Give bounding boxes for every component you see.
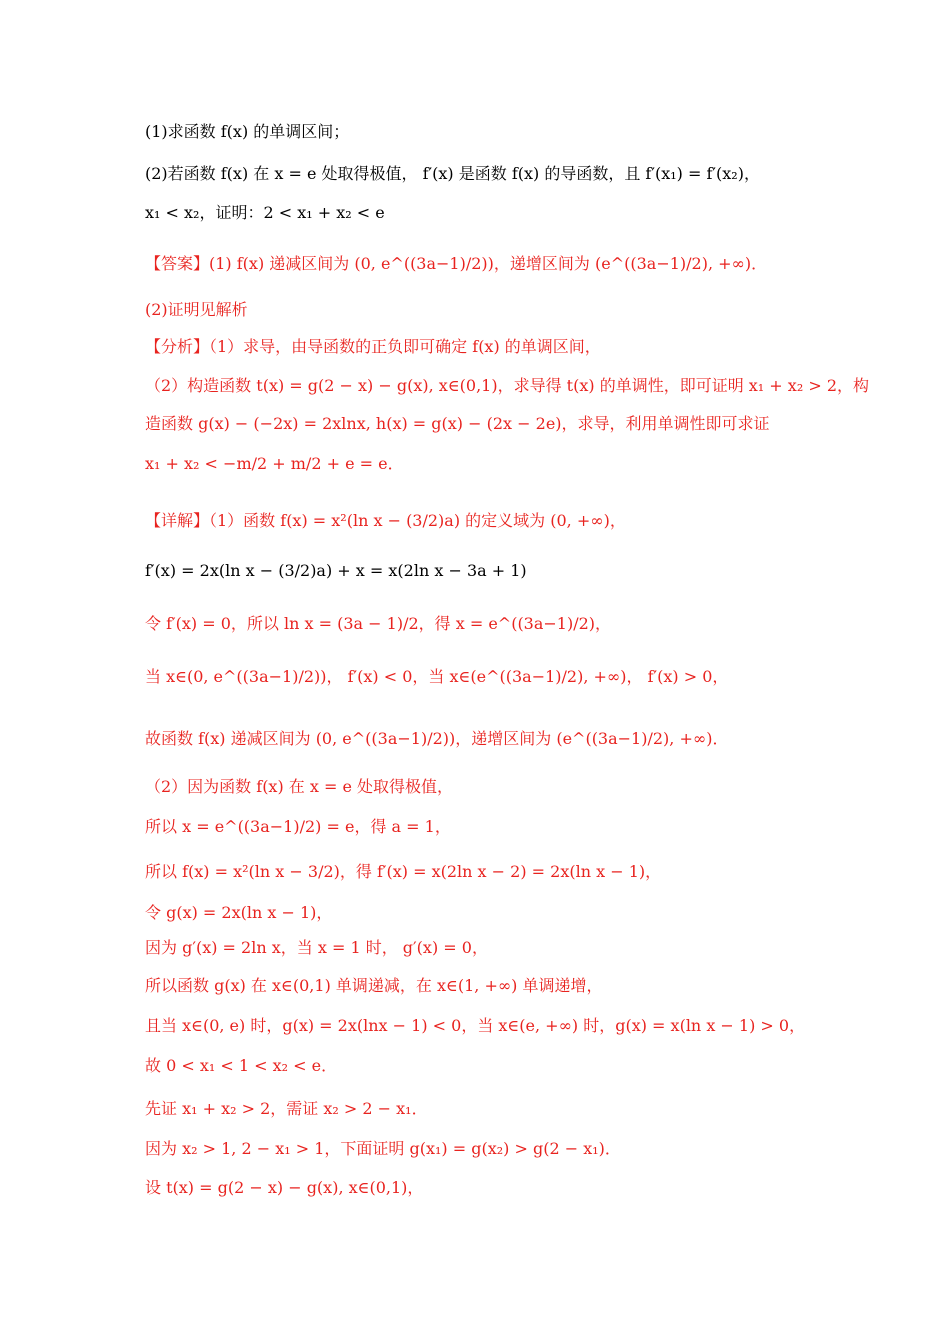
detail-line-11: 所以函数 g(x) 在 x∈(0,1) 单调递减，在 x∈(1, +∞) 单调递增， — [145, 976, 603, 995]
answer-part-1: 【答案】(1) f(x) 递减区间为 (0, e^((3a−1)/2))，递增区间为 (e^((3a−1)/2), +∞)． — [145, 254, 768, 273]
detail-line-8: 所以 f(x) = x²(ln x − 3/2)，得 f′(x) = x(2ln x − 2) = 2x(ln x − 1)， — [145, 862, 662, 881]
analysis-line-3: 造函数 g(x) − (−2x) = 2xlnx, h(x) = g(x) − (2x − 2e)，求导，利用单调性即可求证 — [145, 414, 770, 433]
analysis-line-4: x₁ + x₂ < −m/2 + m/2 + e = e． — [145, 454, 404, 473]
detail-line-16: 设 t(x) = g(2 − x) − g(x), x∈(0,1)， — [145, 1178, 424, 1197]
detail-line-7: 所以 x = e^((3a−1)/2) = e，得 a = 1， — [145, 817, 451, 836]
detail-line-15: 因为 x₂ > 1, 2 − x₁ > 1，下面证明 g(x₁) = g(x₂) > g(2 − x₁)． — [145, 1139, 621, 1158]
detail-line-14: 先证 x₁ + x₂ > 2，需证 x₂ > 2 − x₁． — [145, 1099, 428, 1118]
question-part-1: (1)求函数 f(x) 的单调区间； — [145, 122, 350, 141]
detail-line-13: 故 0 < x₁ < 1 < x₂ < e． — [145, 1056, 338, 1075]
question-part-2-continued: x₁ < x₂，证明：2 < x₁ + x₂ < e — [145, 203, 385, 222]
detail-line-5: 故函数 f(x) 递减区间为 (0, e^((3a−1)/2))，递增区间为 (e^((3a−1)/2), +∞)． — [145, 729, 729, 748]
derivative-formula: f′(x) = 2x(ln x − (3/2)a) + x = x(2ln x − 3a + 1) — [145, 561, 527, 580]
detail-line-4: 当 x∈(0, e^((3a−1)/2))， f′(x) < 0，当 x∈(e^((3a−1)/2), +∞)， f′(x) > 0， — [145, 667, 729, 686]
detail-line-3: 令 f′(x) = 0，所以 ln x = (3a − 1)/2，得 x = e^((3a−1)/2)， — [145, 614, 612, 633]
analysis-line-2: （2）构造函数 t(x) = g(2 − x) − g(x), x∈(0,1)，求导得 t(x) 的单调性，即可证明 x₁ + x₂ > 2，构 — [145, 376, 869, 395]
question-part-2: (2)若函数 f(x) 在 x = e 处取得极值， f′(x) 是函数 f(x) 的导函数，且 f′(x₁) = f′(x₂)， — [145, 164, 760, 183]
detail-line-9: 令 g(x) = 2x(ln x − 1)， — [145, 903, 333, 922]
answer-part-2: (2)证明见解析 — [145, 300, 248, 319]
detail-line-10: 因为 g′(x) = 2ln x，当 x = 1 时， g′(x) = 0， — [145, 938, 488, 957]
detail-line-1: 【详解】（1）函数 f(x) = x²(ln x − (3/2)a) 的定义域为 (0, +∞)， — [145, 511, 626, 530]
detail-line-12: 且当 x∈(0, e) 时，g(x) = 2x(lnx − 1) < 0，当 x∈(e, +∞) 时，g(x) = x(ln x − 1) > 0， — [145, 1016, 806, 1035]
detail-line-6: （2）因为函数 f(x) 在 x = e 处取得极值， — [145, 777, 454, 796]
analysis-line-1: 【分析】（1）求导，由导函数的正负即可确定 f(x) 的单调区间， — [145, 337, 601, 356]
